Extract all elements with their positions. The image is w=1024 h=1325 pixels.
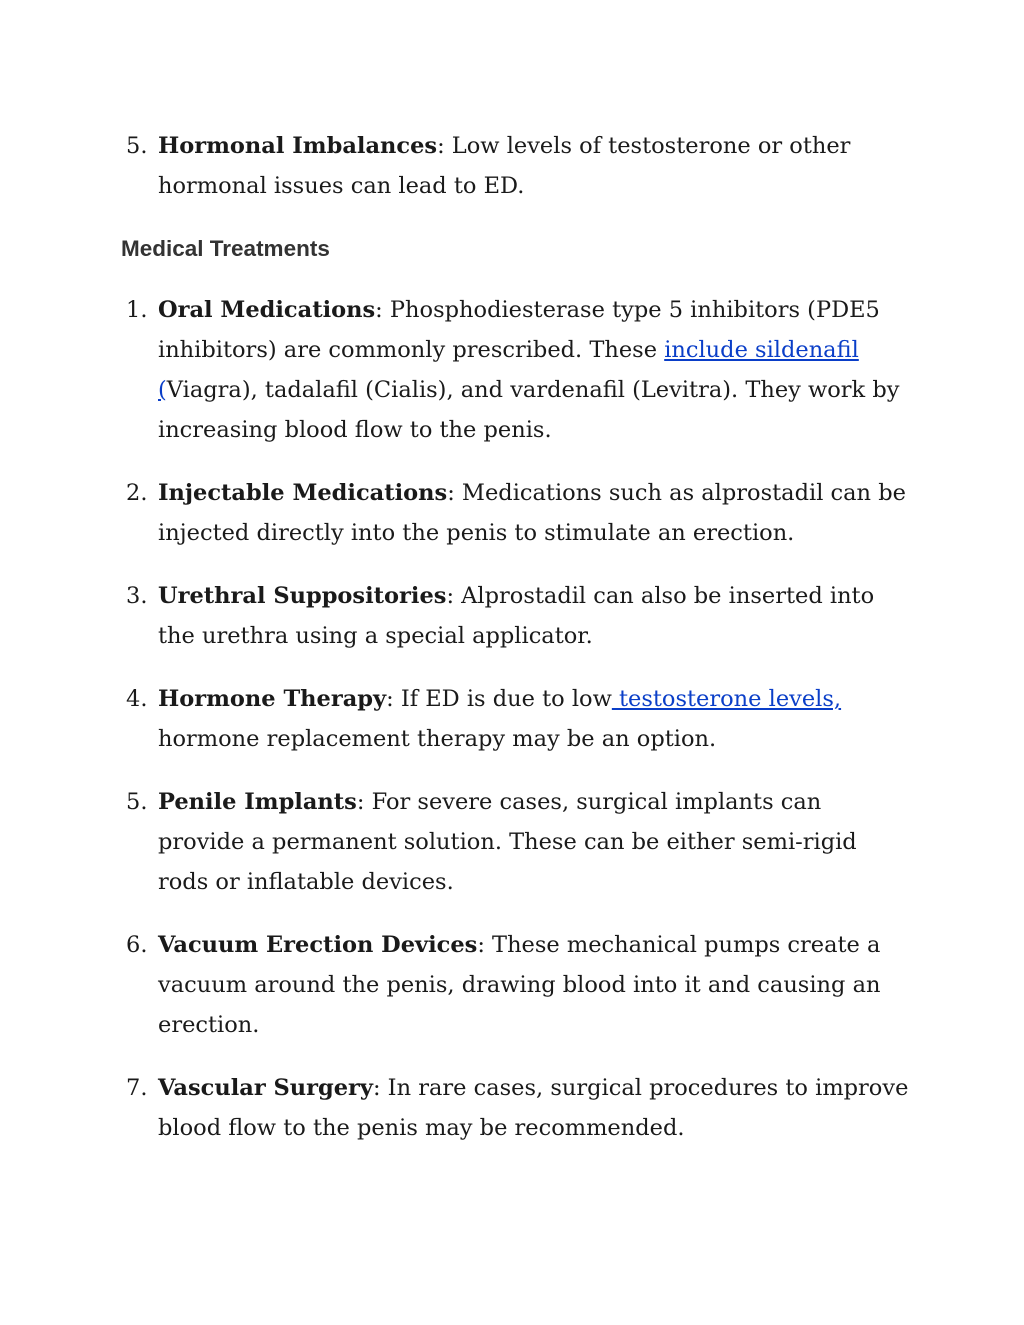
item-text: : In rare cases, surgical procedures to improve blood flow to the penis may be recommended.: [158, 1075, 909, 1141]
list-item: [0, 126, 910, 206]
item-text: : Low levels of testosterone or other hormonal issues can lead to ED.: [158, 133, 851, 199]
item-text: : Phosphodiesterase type 5 inhibitors (PDE5 inhibitors) are commonly prescribed. These: [158, 297, 880, 363]
item-term: Hormone Therapy: [158, 686, 387, 712]
item-term: Penile Implants: [158, 789, 357, 815]
list-item: [0, 1068, 910, 1148]
list-number: 6.: [126, 932, 148, 958]
list-number: 2.: [126, 480, 148, 506]
list-item: [0, 290, 910, 450]
item-text: hormone replacement therapy may be an option.: [158, 726, 717, 752]
causes-list: [0, 126, 1024, 229]
item-term: Vacuum Erection Devices: [158, 932, 478, 958]
list-number: 1.: [126, 297, 148, 323]
list-item: [0, 925, 910, 1045]
item-term: Oral Medications: [158, 297, 376, 323]
item-text: : For severe cases, surgical implants can provide a permanent solution. These can be either semi-rigid rods or inflatable devices.: [158, 789, 857, 895]
item-text: Viagra), tadalafil (Cialis), and vardenafil (Levitra). They work by increasing blood flow to the penis.: [158, 377, 900, 443]
list-number: 5.: [126, 133, 148, 159]
sildenafil-link[interactable]: include sildenafil (: [158, 337, 859, 403]
item-term: Vascular Surgery: [158, 1075, 373, 1101]
item-term: Injectable Medications: [158, 480, 448, 506]
item-term: Hormonal Imbalances: [158, 133, 438, 159]
treatments-list: [0, 290, 1024, 1171]
item-text: : Alprostadil can also be inserted into the urethra using a special applicator.: [158, 583, 875, 649]
list-number: 5.: [126, 789, 148, 815]
item-text: : Medications such as alprostadil can be injected directly into the penis to stimulate an erection.: [158, 480, 906, 546]
item-term: Urethral Suppositories: [158, 583, 447, 609]
list-item: [0, 679, 910, 759]
testosterone-levels-link[interactable]: testosterone levels,: [611, 686, 842, 712]
list-number: 7.: [126, 1075, 148, 1101]
item-text: : These mechanical pumps create a vacuum around the penis, drawing blood into it and causing an erection.: [158, 932, 881, 1038]
list-item: [0, 576, 910, 656]
list-item: [0, 473, 910, 553]
list-item: [0, 782, 910, 902]
list-number: 3.: [126, 583, 148, 609]
list-number: 4.: [126, 686, 148, 712]
item-text: : If ED is due to low: [386, 686, 612, 712]
section-heading: Medical Treatments: [121, 236, 330, 261]
